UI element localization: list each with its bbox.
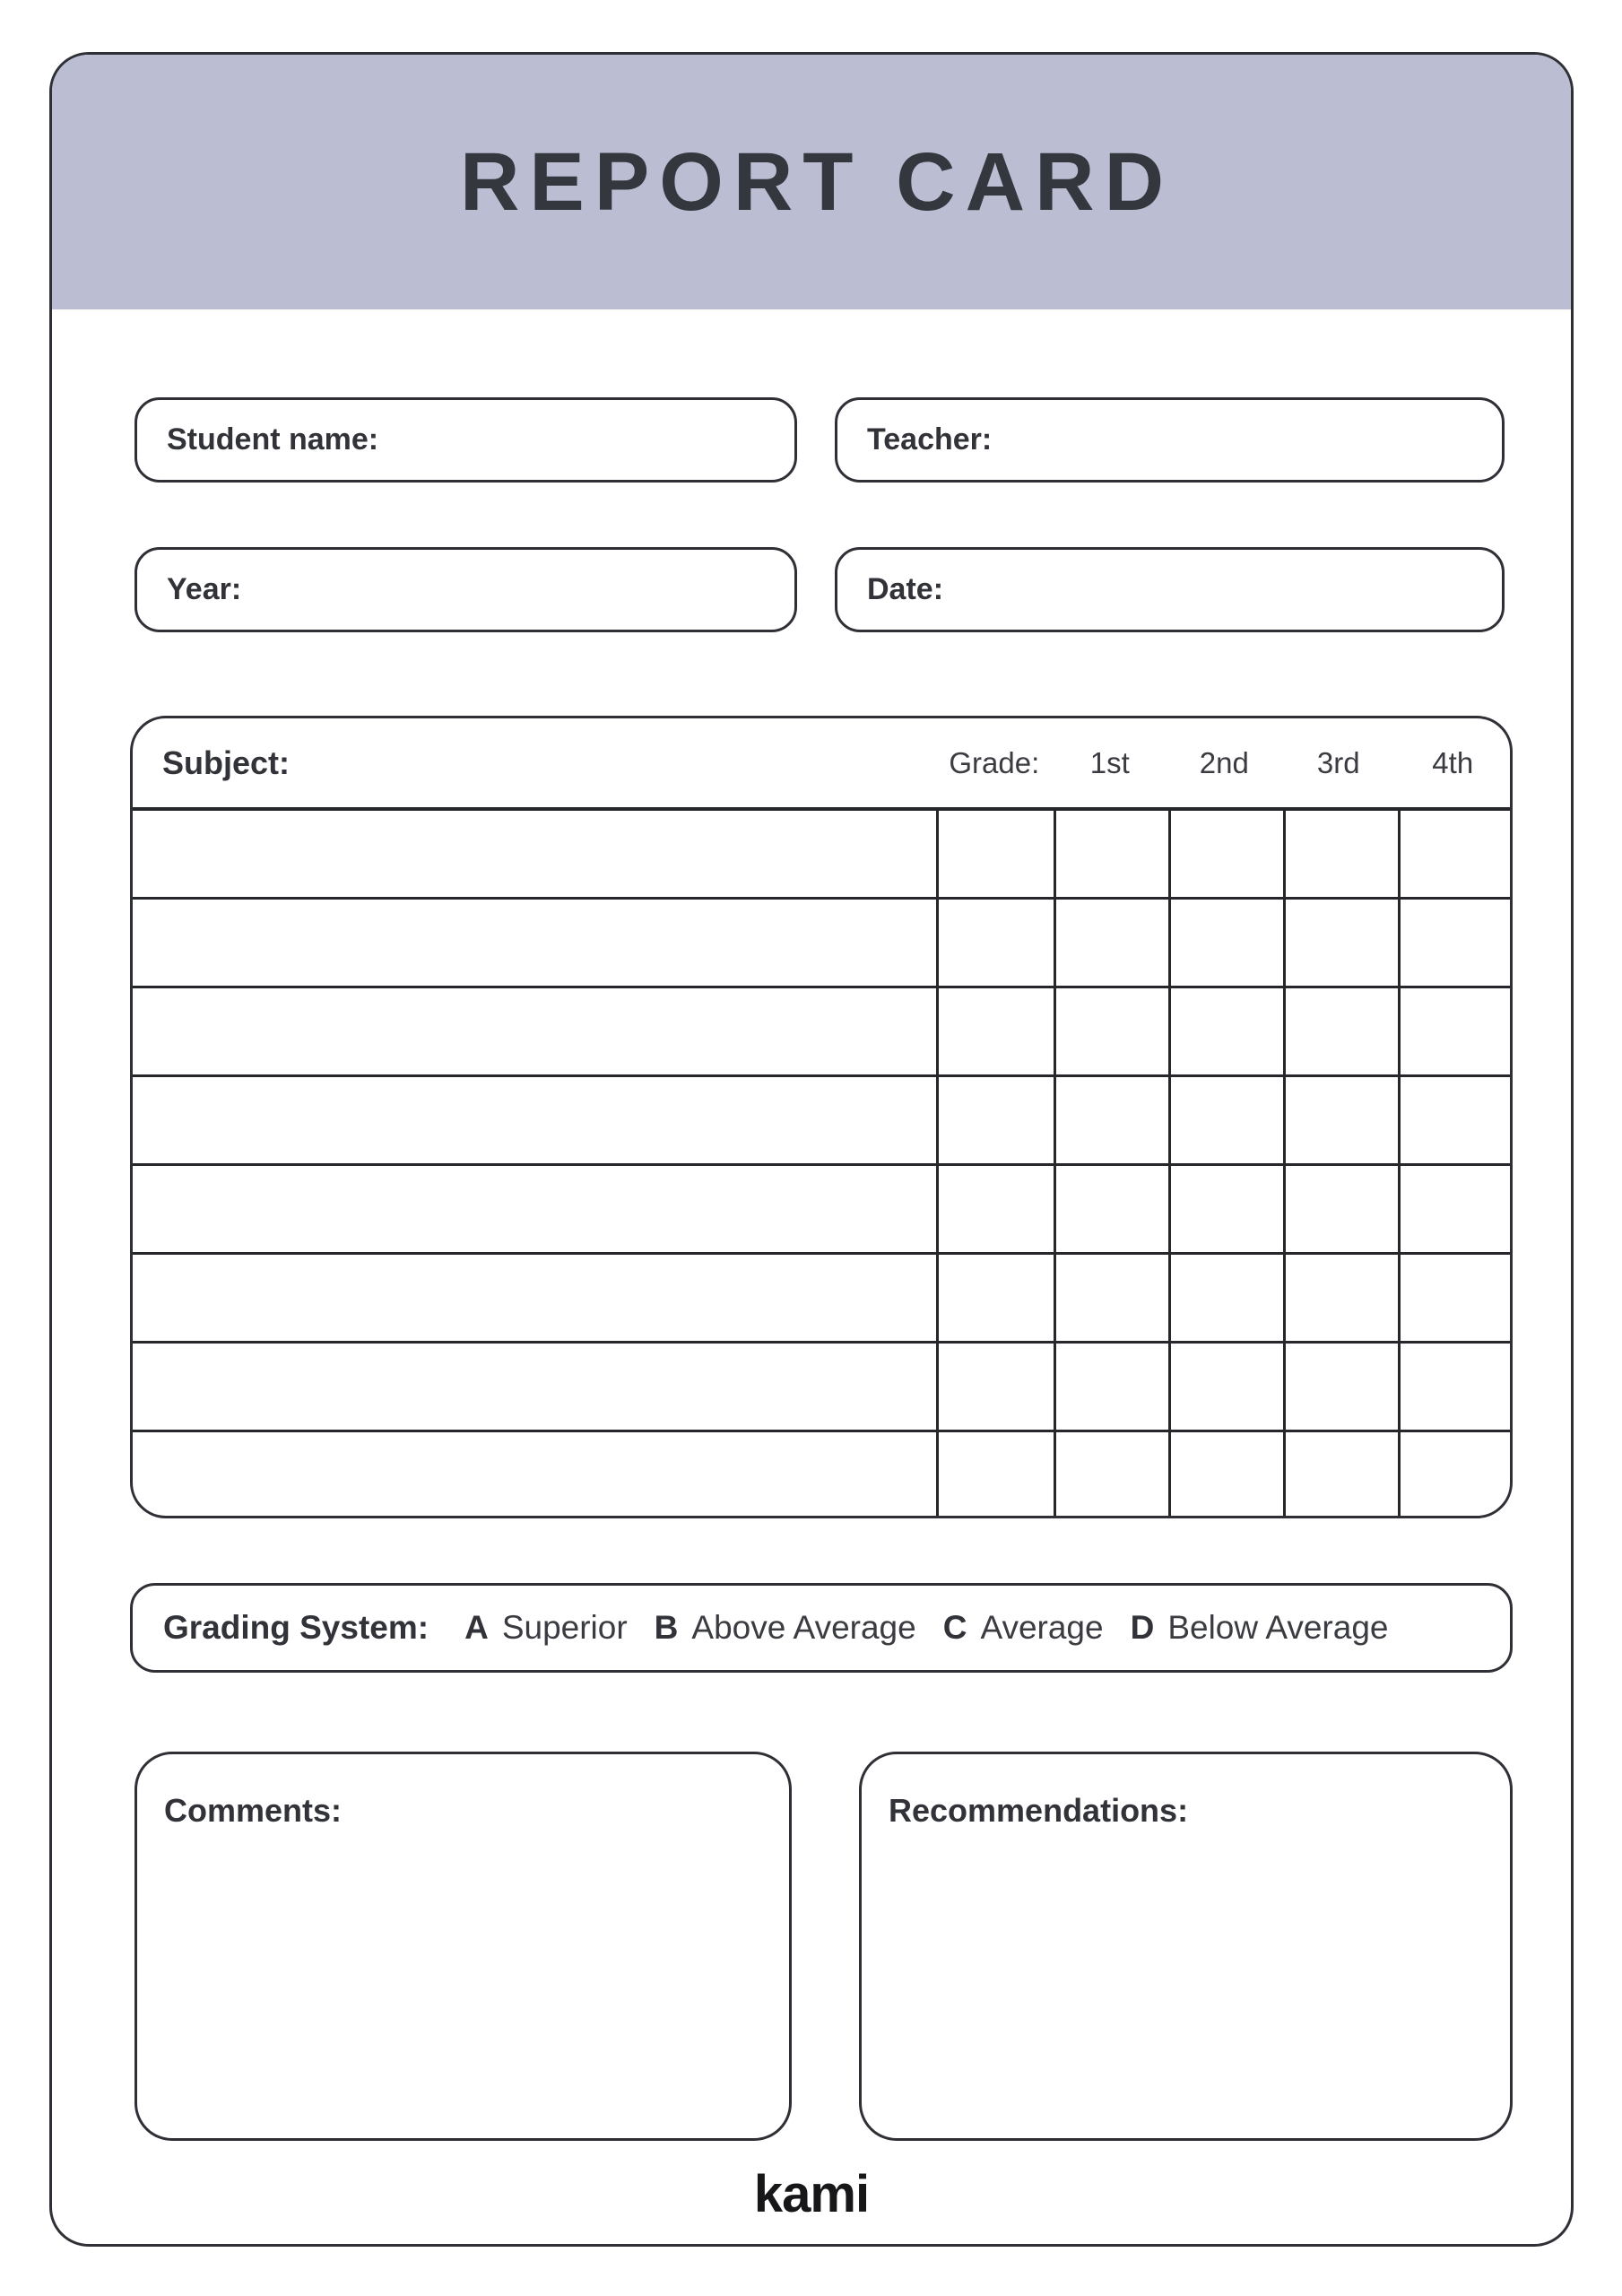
quarter-cell-2nd[interactable] [1171,900,1286,986]
subject-cell[interactable] [133,1255,939,1341]
grading-system-label: Grading System: [163,1609,429,1646]
quarter-cell-4th[interactable] [1401,1077,1510,1163]
grade-header-label: Grade: [949,745,1040,779]
quarter-cell-1st[interactable] [1056,1344,1171,1430]
quarter-cell-4th[interactable] [1401,988,1510,1074]
quarter-cell-1st[interactable] [1056,1255,1171,1341]
table-row [133,1432,1510,1516]
student-name-field[interactable] [134,397,797,483]
table-body [133,811,1510,1516]
quarter-column-header-3rd: 3rd [1316,745,1360,779]
grade-meaning: Superior [501,1609,628,1646]
grading-item-d [1131,1609,1389,1647]
quarter-cell-1st[interactable] [1056,988,1171,1074]
quarter-cell-2nd[interactable] [1171,811,1286,897]
quarter-cell-2nd[interactable] [1171,988,1286,1074]
table-row [133,1077,1510,1166]
subject-header-label: Subject: [162,744,291,781]
subject-cell[interactable] [133,988,939,1074]
quarter-cell-3rd[interactable] [1286,811,1401,897]
grading-item-b [655,1609,916,1647]
quarter-cell-2nd[interactable] [1171,1077,1286,1163]
table-header-row [133,718,1510,811]
quarter-cell-4th[interactable] [1401,1166,1510,1252]
grade-meaning: Above Average [691,1609,916,1646]
table-row [133,811,1510,900]
quarter-cell-3rd[interactable] [1286,900,1401,986]
date-field[interactable] [835,547,1505,632]
subject-grade-table [130,716,1513,1518]
recommendations-label: Recommendations: [889,1792,1189,1829]
table-row [133,1166,1510,1255]
quarter-column-header-2nd: 2nd [1199,745,1249,779]
quarter-cell-4th[interactable] [1401,1255,1510,1341]
quarter-cell-3rd[interactable] [1286,1166,1401,1252]
quarter-cell-3rd[interactable] [1286,1077,1401,1163]
quarter-cell-4th[interactable] [1401,811,1510,897]
table-row [133,1344,1510,1432]
comments-label: Comments: [164,1792,343,1829]
kami-logo: kami [753,2165,870,2223]
grade-meaning: Below Average [1167,1609,1389,1646]
quarter-cell-4th[interactable] [1401,900,1510,986]
quarter-cell-3rd[interactable] [1286,988,1401,1074]
subject-cell[interactable] [133,1166,939,1252]
quarter-cell-1st[interactable] [1056,900,1171,986]
quarter-cell-4th[interactable] [1401,1432,1510,1516]
report-card [49,52,1574,2247]
grade-cell[interactable] [939,988,1056,1074]
table-row [133,900,1510,988]
quarter-cell-3rd[interactable] [1286,1432,1401,1516]
grade-column-header [936,718,1053,807]
teacher-field[interactable] [835,397,1505,483]
subject-cell[interactable] [133,811,939,897]
grade-letter: C [942,1609,967,1646]
quarter-cell-2nd[interactable] [1171,1344,1286,1430]
quarter-column-header-4th: 4th [1432,745,1474,779]
grade-cell[interactable] [939,1255,1056,1341]
subject-cell[interactable] [133,900,939,986]
grade-cell[interactable] [939,1077,1056,1163]
teacher-label: Teacher: [867,422,993,457]
quarter-cell-2nd[interactable] [1171,1432,1286,1516]
grading-system-bar [130,1583,1513,1673]
grade-cell[interactable] [939,1432,1056,1516]
page-title: REPORT CARD [459,135,1175,228]
year-field[interactable] [134,547,797,632]
grade-cell[interactable] [939,811,1056,897]
quarter-cell-2nd[interactable] [1171,1166,1286,1252]
comments-box[interactable] [134,1752,792,2141]
grade-cell[interactable] [939,1344,1056,1430]
quarter-cell-1st[interactable] [1056,1077,1171,1163]
quarter-cell-3rd[interactable] [1286,1255,1401,1341]
year-label: Year: [167,572,242,606]
subject-cell[interactable] [133,1432,939,1516]
table-row [133,988,1510,1077]
grade-letter: B [654,1609,679,1646]
quarter-cell-1st[interactable] [1056,1166,1171,1252]
table-row [133,1255,1510,1344]
quarter-cell-2nd[interactable] [1171,1255,1286,1341]
grading-item-a [464,1609,628,1647]
quarter-cell-4th[interactable] [1401,1344,1510,1430]
grade-letter: A [464,1609,489,1646]
grade-cell[interactable] [939,1166,1056,1252]
quarter-cell-1st[interactable] [1056,811,1171,897]
grade-letter: D [1130,1609,1155,1646]
quarter-column-header-1st: 1st [1089,745,1130,779]
subject-cell[interactable] [133,1344,939,1430]
quarter-cell-3rd[interactable] [1286,1344,1401,1430]
subject-column-header [133,718,936,807]
grading-item-c [943,1609,1104,1647]
student-name-label: Student name: [167,422,379,457]
subject-cell[interactable] [133,1077,939,1163]
grade-cell[interactable] [939,900,1056,986]
header-band [52,55,1571,309]
quarter-cell-1st[interactable] [1056,1432,1171,1516]
recommendations-box[interactable] [859,1752,1513,2141]
date-label: Date: [867,572,944,606]
grade-meaning: Average [980,1609,1104,1646]
